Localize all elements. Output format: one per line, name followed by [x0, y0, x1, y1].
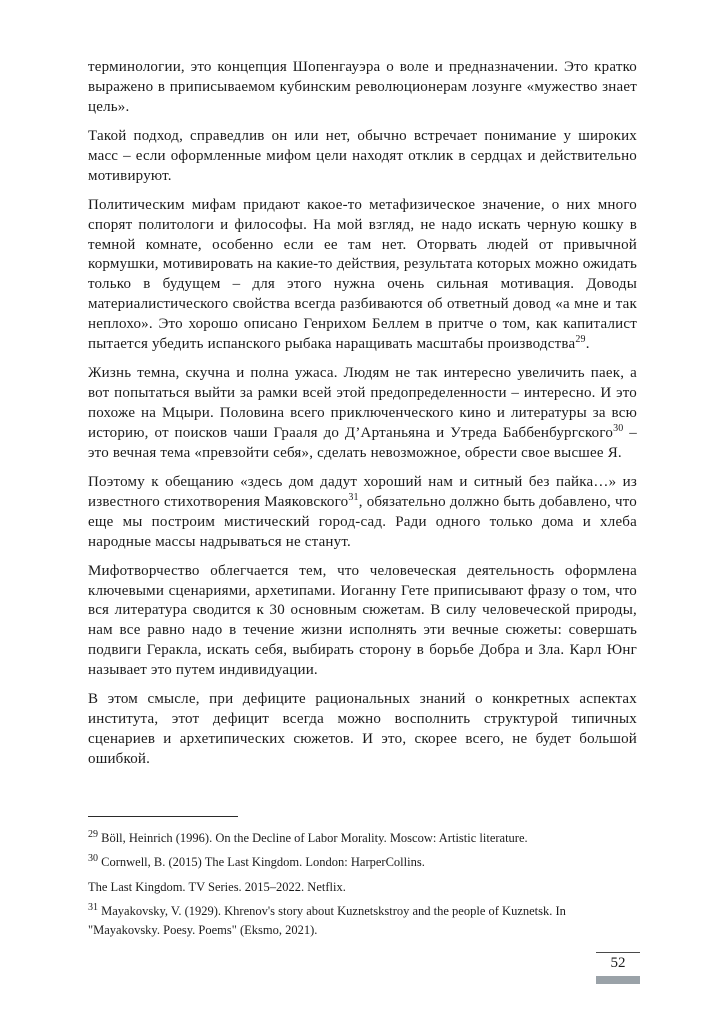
paragraph [88, 473, 637, 553]
footnote-ref-31: 31 [348, 491, 359, 503]
paragraph [88, 364, 637, 464]
paragraph-text: . [585, 336, 590, 353]
paragraph-text: терминологии, это концепция Шопенгауэра о воле и предназначении. Это кратко выражено в приписываемом кубинским революционерам лозунге «мужество знает цель». [88, 59, 637, 115]
footnote [88, 829, 637, 848]
footnote [88, 853, 637, 872]
paragraph-text: Политическим мифам придают какое-то метафизическое значение, о них много спорят политологи и философы. На мой взгляд, не надо искать черную кошку в темной комнате, особенно если ее там нет. Оторвать людей от привычной кормушки, мотивировать на какие-то действия, результата которых можно ожидать только в будущем – для этого нужна очень сильная мотивация. Доводы материалистического свойства всегда разбиваются об ответный довод «а мне и так неплохо». Это хорошо описано Генрихом Беллем в притче о том, как капиталист пытается убедить испанского рыбака наращивать масштабы производства [88, 196, 637, 353]
footnotes-section [88, 829, 637, 941]
paragraph [88, 690, 637, 770]
paragraph-text: , обязательно должно быть добавлено, что еще мы построим мистический город-сад. Ради одного только дома и хлеба народные массы надрываться не станут. [88, 493, 637, 550]
paragraph [88, 562, 637, 682]
paragraph-text: Мифотворчество облегчается тем, что человеческая деятельность оформлена ключевыми сценариями, архетипами. Иоганну Гете приписывают фразу о том, что вся литература сводится к 30 основным сюжетам. В силу человеческой природы, нам все равно надо в течение жизни исполнять эти вечные сюжеты: совершать подвиги Геракла, искать себя, выбирать сторону в борьбе Добра и Зла. Карл Юнг называет это путем индивидуации. [88, 562, 637, 679]
paragraph [88, 58, 637, 118]
footnote-text: Mayakovsky, V. (1929). Khrenov's story about Kuznetskstroy and the people of Kuznetsk. In "Mayakovsky. Poesy. Poems" (Eksmo, 2021). [88, 904, 566, 938]
footnote-ref-30: 30 [613, 422, 624, 434]
footnote [88, 878, 637, 897]
footnote [88, 902, 637, 941]
body-text [88, 58, 637, 770]
page-number: 52 [610, 955, 626, 971]
page-content [88, 58, 637, 946]
paragraph-text: Поэтому к обещанию «здесь дом дадут хороший нам и ситный без пайка…» из известного стихотворения Маяковского [88, 473, 637, 510]
footnote-separator [88, 816, 238, 817]
page-footer [596, 952, 640, 984]
footnote-marker-29: 29 [88, 828, 98, 840]
footnote-text: The Last Kingdom. TV Series. 2015–2022. Netflix. [88, 879, 346, 894]
paragraph-text: Жизнь темна, скучна и полна ужаса. Людям не так интересно увеличить паек, а вот попытаться выйти за рамки всей этой предопределенности – интересно. И это похоже на Мцыри. Половина всего приключенческого кино и литературы за всю историю, от поисков чаши Грааля до Д’Артаньяна и Утреда Баббенбургского [88, 365, 637, 441]
paragraph [88, 127, 637, 187]
footnote-marker-31: 31 [88, 901, 98, 913]
footnote-marker-30: 30 [88, 853, 98, 865]
footnote-text: Böll, Heinrich (1996). On the Decline of Labor Morality. Moscow: Artistic literature. [98, 830, 528, 845]
paragraph [88, 196, 637, 356]
paragraph-text: В этом смысле, при дефиците рациональных знаний о конкретных аспектах института, этот дефицит всегда можно восполнить структурой типичных сценариев и архетипических сюжетов. И это, скорее всего, не будет большой ошибкой. [88, 691, 637, 767]
footnote-ref-29: 29 [575, 334, 586, 346]
footer-accent-bar [596, 976, 640, 984]
footnote-text: Cornwell, B. (2015) The Last Kingdom. London: HarperCollins. [98, 855, 425, 870]
paragraph-text: Такой подход, справедлив он или нет, обычно встречает понимание у широких масс – если оформленные мифом цели находят отклик в сердцах и действительно мотивируют. [88, 127, 637, 184]
paragraph-text: – это вечная тема «превзойти себя», сделать невозможное, обрести свое высшее Я. [88, 424, 637, 461]
